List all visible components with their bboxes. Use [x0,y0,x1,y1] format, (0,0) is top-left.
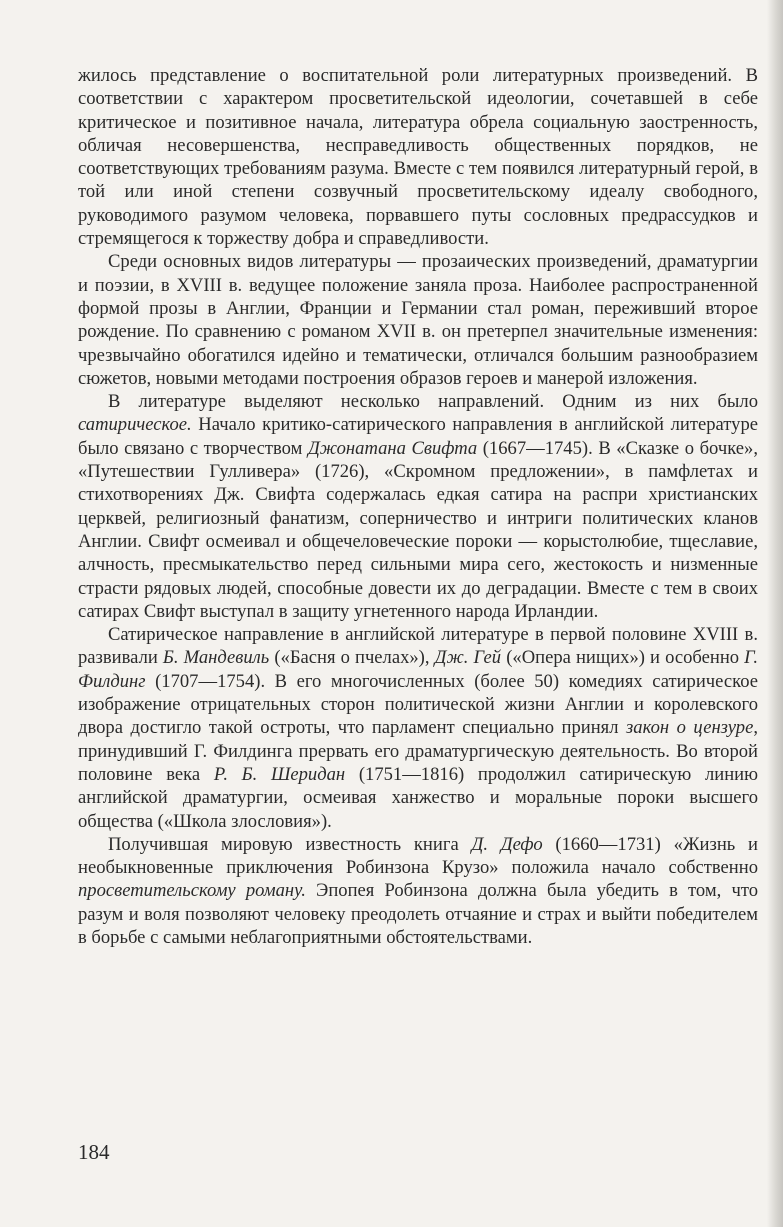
paragraph-4-text: («Опера нищих») и особенно [501,647,745,669]
page-number: 184 [78,1140,110,1164]
term-satirical: сатирическое. [78,414,192,436]
paragraph-3-text: В литературе выделяют несколько направлений. Одним из них было [108,391,758,413]
paragraph-3-text: Начало критико-сатирического направления в английской литературе было связано с творчеством [78,414,758,459]
paragraph-5-text: (1660—1731) «Жизнь и необыкновенные приключения Робинзона Крузо» положила начало собственно [78,833,758,879]
paragraph-5-text: Получившая мировую известность книга [108,833,472,855]
paragraph-4 [78,623,758,833]
paragraph-5 [78,833,758,949]
page-edge-shadow [767,0,783,1227]
paragraph-4-text: Сатирическое направление в английской литературе в первой половине XVIII в. развивали [78,624,758,669]
term-enlightenment-novel: просветительскому роману. [78,880,306,902]
body-text [78,64,758,949]
paragraph-4-text: («Басня о пчелах»), [269,647,435,669]
paragraph-5-text: Эпопея Робинзона должна была убедить в том, что разум и воля позволяют человеку преодолеть отчаяние и страх и выйти победителем в борьбе с самыми неблагоприятными обстоятельствами. [78,880,758,948]
paragraph-1 [78,64,758,250]
name-fielding: Г. Филдинг [78,647,758,692]
term-censorship-law: закон о цензуре [626,717,754,739]
paragraph-2-text: Среди основных видов литературы — прозаических произведений, драматургии и поэзии, в XVIII в. ведущее положение заняла проза. Наиболее распространенной формой прозы в Англии, Франции и Германии стал роман, переживший второе рождение. По сравнению с романом XVII в. он претерпел значительные изменения: чрезвычайно обогатился идейно и тематически, отличался большим разнообразием сюжетов, новыми методами построения образов героев и манерой изложения. [78,251,758,389]
paragraph-4-text: (1751—1816) продолжил сатирическую линию английской драматургии, осмеивая ханжество и моральные пороки высшего общества («Школа злословия»). [78,763,758,832]
name-mandeville: Б. Мандевиль [162,647,270,669]
name-sheridan: Р. Б. Шеридан [213,763,346,785]
name-swift: Джонатана Свифта [307,437,478,459]
name-gay: Дж. Гей [434,647,502,669]
paragraph-4-text: (1707—1754). В его многочисленных (более 50) комедиях сатирическое изображение отрицательных сторон политической жизни Англии и королевского двора достигло такой остроты, что парламент специально принял [78,670,758,739]
paragraph-3-text: (1667—1745). В «Сказке о бочке», «Путешествии Гулливера» (1726), «Скромном предложении», в памфлетах и стихотворениях Дж. Свифта содержалась едкая сатира на распри христианских церквей, религиозный фанатизм, соперничество и интриги политических кланов Англии. Свифт осмеивал и общечеловеческие пороки — корыстолюбие, тщеславие, алчность, пресмыкательство перед сильными мира сего, жестокость и низменные страсти рядовых людей, способные довести их до деградации. Вместе с тем в своих сатирах Свифт выступал в защиту угнетенного народа Ирландии. [78,437,758,622]
paragraph-1-text: жилось представление о воспитательной роли литературных произведений. В соответствии с характером просветительской идеологии, сочетавшей в себе критическое и позитивное начала, литература обрела социальную заостренность, обличая несовершенства, несправедливость общественных порядков, не соответствующих требованиям разума. Вместе с тем появился литературный герой, в той или иной степени созвучный просветительскому идеалу свободного, руководимого разумом человека, порвавшего путы сословных предрассудков и стремящегося к торжеству добра и справедливости. [78,65,758,250]
paragraph-2 [78,250,758,390]
name-defoe: Д. Дефо [471,833,543,855]
paragraph-3 [78,390,758,623]
paragraph-4-text: , принудивший Г. Филдинга прервать его драматургическую деятельность. Во второй половине века [78,717,759,785]
